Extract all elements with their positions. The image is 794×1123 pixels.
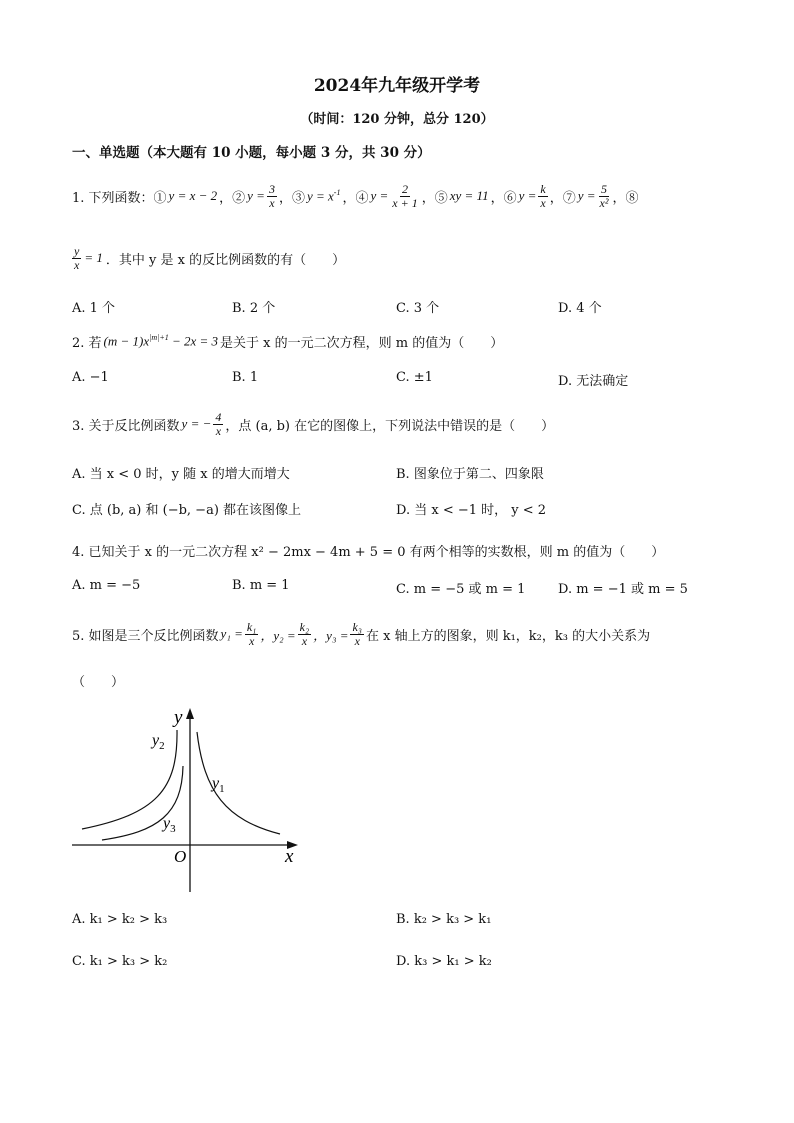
numerator: k₂: [299, 619, 310, 634]
denominator: x: [269, 195, 275, 210]
q1-sep-2: ，②: [219, 190, 246, 206]
label-subscript: 1: [219, 783, 225, 795]
q5-answer-paren: （ ）: [72, 675, 125, 690]
curve-y1: [197, 732, 280, 834]
q5-function-2-left: ，y₂ =: [260, 627, 296, 643]
question-3: [72, 404, 554, 444]
numerator: k₁: [246, 619, 257, 634]
q5-option-b[interactable]: B. k₂ > k₃ > k₁: [396, 912, 492, 927]
denominator: x: [354, 633, 360, 648]
section-heading: 一、单选题（本大题有 10 小题，每小题 3 分，共 30 分）: [72, 145, 431, 161]
q1-function-3-exponent: -1: [333, 187, 341, 197]
q4-option-b[interactable]: B. m = 1: [232, 578, 290, 593]
q5-graph: [66, 702, 306, 898]
y-axis-label: y: [174, 707, 183, 728]
q2-equation-exponent: |m|+1: [149, 333, 169, 343]
q5-function-3-left: ，y₃ =: [313, 627, 349, 643]
q2-option-c[interactable]: C. ±1: [396, 370, 433, 385]
numerator: 5: [601, 181, 607, 196]
q1-option-c[interactable]: C. 3 个: [396, 301, 440, 316]
denominator: x²: [599, 195, 609, 210]
q3-function-left: y = −: [181, 416, 212, 431]
label-base: y: [212, 775, 220, 792]
q1-option-b[interactable]: B. 2 个: [232, 301, 276, 316]
q1-function-4-left: y =: [370, 188, 389, 203]
q1-sep-4: ，④: [342, 190, 369, 206]
q2-option-a[interactable]: A. −1: [72, 370, 109, 385]
numerator: k: [540, 181, 546, 196]
q2-option-b[interactable]: B. 1: [232, 370, 259, 385]
numerator: k₃: [352, 619, 362, 634]
question-4: 4. 已知关于 x 的一元二次方程 x² − 2mx − 4m + 5 = 0 有两个相等的实数根，则 m 的值为（ ）: [72, 545, 665, 560]
numerator: 3: [268, 181, 275, 196]
q1-sep-6: ，⑥: [490, 190, 517, 206]
q1-question-tail: ．其中 y 是 x 的反比例函数的有（ ）: [105, 252, 346, 268]
origin-label: O: [174, 847, 187, 866]
q5-question-tail: 在 x 轴上方的图象，则 k₁，k₂，k₃ 的大小关系为: [365, 628, 651, 644]
q1-sep-8: ，⑧: [612, 190, 639, 206]
denominator: x: [74, 257, 80, 272]
denominator: x: [301, 633, 308, 648]
q1-sep-5: ，⑤: [421, 190, 448, 206]
question-1-line-2: [72, 240, 345, 276]
question-1-line-1: [72, 176, 638, 216]
q1-function-1: y = x − 2: [168, 188, 218, 203]
q1-function-3: [307, 188, 340, 204]
q5-function-2-fraction: [298, 621, 312, 648]
q3-option-a[interactable]: A. 当 x < 0 时，y 随 x 的增大而增大: [72, 467, 290, 482]
y-axis-arrow-icon: [186, 708, 194, 719]
q1-function-7-left: y =: [577, 188, 596, 203]
q3-option-b[interactable]: B. 图象位于第二、四象限: [396, 467, 544, 482]
q1-function-6-fraction: [538, 183, 547, 210]
label-subscript: 3: [170, 823, 176, 835]
q2-equation-base: (m − 1)x: [103, 333, 150, 349]
q3-function-fraction: [213, 411, 223, 438]
q1-prefix: 1. 下列函数：①: [72, 190, 167, 206]
q3-question-tail: ，点 (a, b) 在它的图像上，下列说法中错误的是（ ）: [225, 418, 555, 434]
label-subscript: 2: [159, 740, 165, 752]
question-2: [72, 332, 503, 351]
q5-prefix: 5. 如图是三个反比例函数: [72, 628, 219, 644]
q2-prefix: 2. 若: [72, 336, 102, 351]
q1-function-8-fraction: [72, 245, 81, 272]
q3-option-c[interactable]: C. 点 (b, a) 和 (−b, −a) 都在该图像上: [72, 503, 302, 518]
question-5: [72, 614, 650, 654]
q1-option-d[interactable]: D. 4 个: [558, 301, 602, 316]
q1-function-2-fraction: [267, 183, 277, 210]
q1-sep-7: ，⑦: [549, 190, 576, 206]
q1-sep-3: ，③: [278, 190, 305, 206]
page-title: 2024年九年级开学考: [313, 76, 481, 96]
q1-function-5: xy = 11: [449, 188, 489, 203]
q5-function-1-fraction: [245, 621, 259, 648]
q4-option-d[interactable]: D. m = −1 或 m = 5: [558, 582, 688, 597]
denominator: x: [540, 195, 546, 210]
q2-equation: [104, 333, 219, 349]
label-base: y: [163, 815, 171, 832]
q2-equation-rest: − 2x = 3: [168, 333, 219, 349]
q1-function-3-base: y = x: [306, 188, 334, 204]
curve-y1-label: [210, 775, 225, 795]
x-axis-label: x: [285, 846, 294, 867]
q5-function-3-fraction: [350, 621, 364, 648]
q2-question-tail: 是关于 x 的一元二次方程，则 m 的值为（ ）: [220, 336, 504, 351]
q1-function-6-left: y =: [518, 188, 537, 203]
denominator: x: [215, 423, 222, 438]
q5-option-d[interactable]: D. k₃ > k₁ > k₂: [396, 954, 492, 969]
q1-option-a[interactable]: A. 1 个: [72, 301, 116, 316]
q5-option-a[interactable]: A. k₁ > k₂ > k₃: [72, 912, 168, 927]
curve-y3-label: [161, 815, 176, 835]
q1-function-4-fraction: [390, 183, 419, 210]
q5-function-1-left: y₁ =: [220, 626, 243, 641]
q1-function-2-left: y =: [247, 188, 265, 203]
label-base: y: [152, 732, 160, 749]
curve-y2-label: [150, 732, 165, 752]
denominator: x + 1: [392, 195, 418, 210]
q1-function-7-fraction: [598, 183, 611, 210]
exam-info: （时间：120 分钟，总分 120）: [300, 112, 494, 127]
numerator: 2: [401, 181, 408, 196]
denominator: x: [248, 633, 255, 648]
q5-option-c[interactable]: C. k₁ > k₃ > k₂: [72, 954, 168, 969]
numerator: 4: [215, 409, 222, 424]
q1-function-8-right: = 1: [84, 250, 103, 265]
numerator: y: [74, 243, 80, 258]
q3-prefix: 3. 关于反比例函数: [72, 418, 180, 434]
q3-option-d[interactable]: D. 当 x < −1 时， y < 2: [396, 503, 547, 518]
q2-option-d[interactable]: D. 无法确定: [558, 374, 629, 389]
q4-option-c[interactable]: C. m = −5 或 m = 1: [396, 582, 526, 597]
q4-option-a[interactable]: A. m = −5: [72, 578, 141, 593]
